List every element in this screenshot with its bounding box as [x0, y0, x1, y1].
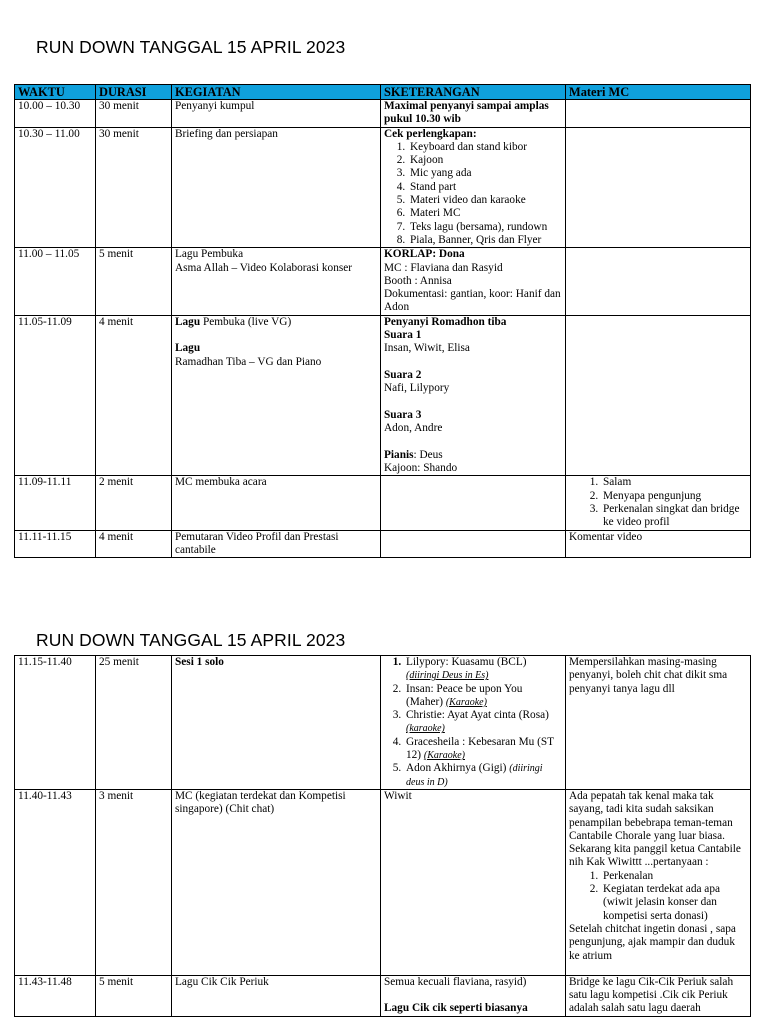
- cell-durasi: 4 menit: [96, 530, 172, 558]
- keterangan-line: Dokumentasi: gantian, koor: Hanif dan Adon: [384, 288, 561, 314]
- table-row: [15, 100, 751, 128]
- suara-names: Nafi, Lilypory: [384, 382, 450, 395]
- cell-kegiatan: [172, 248, 381, 315]
- cell-durasi: 3 menit: [96, 789, 172, 975]
- cell-materi: [566, 789, 751, 975]
- pianis-label: Pianis: [384, 448, 414, 461]
- cell-materi: [566, 476, 751, 530]
- cell-kegiatan: Penyanyi kumpul: [172, 100, 381, 128]
- cell-waktu: 11.43-11.48: [15, 975, 96, 1016]
- pertanyaan-list: [569, 870, 747, 923]
- header-kegiatan: KEGIATAN: [172, 85, 381, 100]
- keterangan-bold: Lagu Cik cik seperti biasanya: [384, 1002, 528, 1015]
- header-materi-mc: Materi MC: [566, 85, 751, 100]
- table-row: [15, 975, 751, 1016]
- list-item: 2. Menyapa pengunjung: [601, 490, 747, 503]
- cell-keterangan: [381, 315, 566, 476]
- table-row: [15, 789, 751, 975]
- list-item: 5. Materi video dan karaoke: [408, 194, 562, 207]
- cell-keterangan: [381, 248, 566, 315]
- list-item: 2. Kajoon: [408, 154, 562, 167]
- solo-note: (diiringi deus in D): [406, 763, 543, 788]
- solo-singer: Adon Akhirnya (Gigi): [406, 762, 507, 775]
- list-item: [404, 762, 562, 789]
- cell-keterangan: Maximal penyanyi sampai amplas pukul 10.30 wib: [381, 100, 566, 128]
- cell-keterangan: [381, 476, 566, 530]
- lagu-label: Lagu: [175, 342, 201, 355]
- cell-durasi: 30 menit: [96, 127, 172, 248]
- checklist: [384, 141, 562, 247]
- cell-durasi: 5 menit: [96, 248, 172, 315]
- list-item: 6. Materi MC: [408, 207, 562, 220]
- solo-singer: Insan: Peace be upon You (Maher): [406, 682, 523, 708]
- spacer: [175, 329, 377, 342]
- spacer: [384, 435, 562, 448]
- cell-materi: [566, 127, 751, 248]
- table-row: [15, 127, 751, 248]
- list-item: [404, 736, 562, 763]
- keterangan-line: MC : Flaviana dan Rasyid: [384, 261, 503, 274]
- solo-singer: Gracesheila : Kebesaran Mu (ST 12): [406, 735, 554, 762]
- cell-waktu: 11.09-11.11: [15, 476, 96, 530]
- cell-keterangan: [381, 656, 566, 790]
- kajoon-line: Kajoon: Shando: [384, 462, 458, 475]
- list-item: 3. Mic yang ada: [408, 167, 562, 180]
- korlap-label: KORLAP: Dona: [384, 248, 465, 261]
- table-row: [15, 476, 751, 530]
- list-item: 2. Kegiatan terdekat ada apa (wiwit jelasin konser dan kompetisi serta donasi): [601, 883, 747, 923]
- cell-waktu: 11.40-11.43: [15, 789, 96, 975]
- spacer: [384, 989, 562, 1002]
- cell-waktu: 10.00 – 10.30: [15, 100, 96, 128]
- cell-durasi: 2 menit: [96, 476, 172, 530]
- suara-label: Suara 1: [384, 329, 422, 342]
- cell-materi: Bridge ke lagu Cik-Cik Periuk salah satu lagu kompetisi .Cik cik Periuk adalah salah satu lagu daerah: [566, 975, 751, 1016]
- keterangan-line: Booth : Annisa: [384, 274, 452, 287]
- solo-note: (Karaoke): [445, 696, 487, 708]
- cell-kegiatan: MC (kegiatan terdekat dan Kompetisi singapore) (Chit chat): [172, 789, 381, 975]
- checklist-title: Cek perlengkapan:: [384, 127, 477, 140]
- cell-materi: [566, 100, 751, 128]
- list-item: 1. Keyboard dan stand kibor: [408, 141, 562, 154]
- rundown-table-1: [14, 84, 751, 558]
- cell-kegiatan: Pemutaran Video Profil dan Prestasi cantabile: [172, 530, 381, 558]
- suara-label: Suara 2: [384, 368, 422, 381]
- list-item: 1. Perkenalan: [601, 870, 747, 883]
- cell-materi: [566, 315, 751, 476]
- cell-materi: Komentar video: [566, 530, 751, 558]
- materi-intro: Ada pepatah tak kenal maka tak sayang, tadi kita sudah saksikan penampilan bebebrapa teman-teman Cantabile Chorale yang luar biasa. Sekarang kita panggil ketua Cantabile nih Kak Wiwittt ...pertanyaan :: [569, 789, 741, 869]
- penyanyi-title: Penyanyi Romadhon tiba: [384, 315, 507, 328]
- rundown-table-2: [14, 655, 751, 1017]
- table-row: [15, 656, 751, 790]
- suara-names: Insan, Wiwit, Elisa: [384, 342, 470, 355]
- table-header-row: [15, 85, 751, 100]
- lagu-label: Lagu: [175, 315, 201, 328]
- materi-outro: Setelah chitchat ingetin donasi , sapa pengunjung, ajak mampir dan duduk ke atrium: [569, 922, 736, 962]
- cell-kegiatan: Briefing dan persiapan: [172, 127, 381, 248]
- cell-waktu: 11.05-11.09: [15, 315, 96, 476]
- cell-durasi: 30 menit: [96, 100, 172, 128]
- cell-keterangan: [381, 127, 566, 248]
- table-row: [15, 248, 751, 315]
- solo-note: (diiringi Deus in Es): [406, 670, 489, 682]
- cell-kegiatan: Sesi 1 solo: [172, 656, 381, 790]
- kegiatan-line: Lagu Pembuka: [175, 248, 244, 261]
- table-row: [15, 530, 751, 558]
- solo-singer: Christie: Ayat Ayat cinta (Rosa): [406, 709, 549, 722]
- cell-waktu: 11.00 – 11.05: [15, 248, 96, 315]
- list-item: 4. Stand part: [408, 181, 562, 194]
- cell-waktu: 11.15-11.40: [15, 656, 96, 790]
- page-title-2: RUN DOWN TANGGAL 15 APRIL 2023: [36, 630, 346, 650]
- materi-list: [569, 476, 747, 529]
- list-item: 8. Piala, Banner, Qris dan Flyer: [408, 234, 562, 247]
- pianis-line: [384, 449, 562, 462]
- list-item: [404, 709, 562, 736]
- cell-durasi: 25 menit: [96, 656, 172, 790]
- cell-keterangan: Wiwit: [381, 789, 566, 975]
- suara-label: Suara 3: [384, 408, 422, 421]
- kegiatan-line: Ramadhan Tiba – VG dan Piano: [175, 355, 322, 368]
- kegiatan-text: Pembuka (live VG): [200, 315, 292, 328]
- solo-list: [384, 656, 562, 789]
- cell-durasi: 5 menit: [96, 975, 172, 1016]
- header-waktu: WAKTU: [15, 85, 96, 100]
- cell-waktu: 10.30 – 11.00: [15, 127, 96, 248]
- cell-waktu: 11.11-11.15: [15, 530, 96, 558]
- kegiatan-line: Asma Allah – Video Kolaborasi konser: [175, 261, 353, 274]
- cell-materi: [566, 248, 751, 315]
- keterangan-line: Semua kecuali flaviana, rasyid): [384, 975, 527, 988]
- table-row: [15, 315, 751, 476]
- kegiatan-line: [175, 316, 377, 329]
- suara-names: Adon, Andre: [384, 422, 443, 435]
- solo-note: (karaoke): [406, 723, 445, 735]
- page-title-1: RUN DOWN TANGGAL 15 APRIL 2023: [36, 37, 346, 57]
- spacer: [384, 356, 562, 369]
- pianis-name: : Deus: [413, 448, 443, 461]
- cell-keterangan: [381, 975, 566, 1016]
- cell-kegiatan: [172, 315, 381, 476]
- cell-durasi: 4 menit: [96, 315, 172, 476]
- solo-note: (Karaoke): [423, 750, 465, 762]
- cell-kegiatan: MC membuka acara: [172, 476, 381, 530]
- solo-singer: Lilypory: Kuasamu (BCL): [406, 656, 527, 668]
- list-item: [404, 683, 562, 710]
- list-item: [404, 656, 562, 683]
- list-item: 1. Salam: [601, 476, 747, 489]
- header-keterangan: SKETERANGAN: [381, 85, 566, 100]
- list-item: 3. Perkenalan singkat dan bridge ke video profil: [601, 503, 747, 530]
- cell-keterangan: [381, 530, 566, 558]
- header-durasi: DURASI: [96, 85, 172, 100]
- list-item: 7. Teks lagu (bersama), rundown: [408, 221, 562, 234]
- cell-kegiatan: Lagu Cik Cik Periuk: [172, 975, 381, 1016]
- spacer: [384, 396, 562, 409]
- cell-materi: Mempersilahkan masing-masing penyanyi, boleh chit chat dikit sma penyanyi tanya lagu dll: [566, 656, 751, 790]
